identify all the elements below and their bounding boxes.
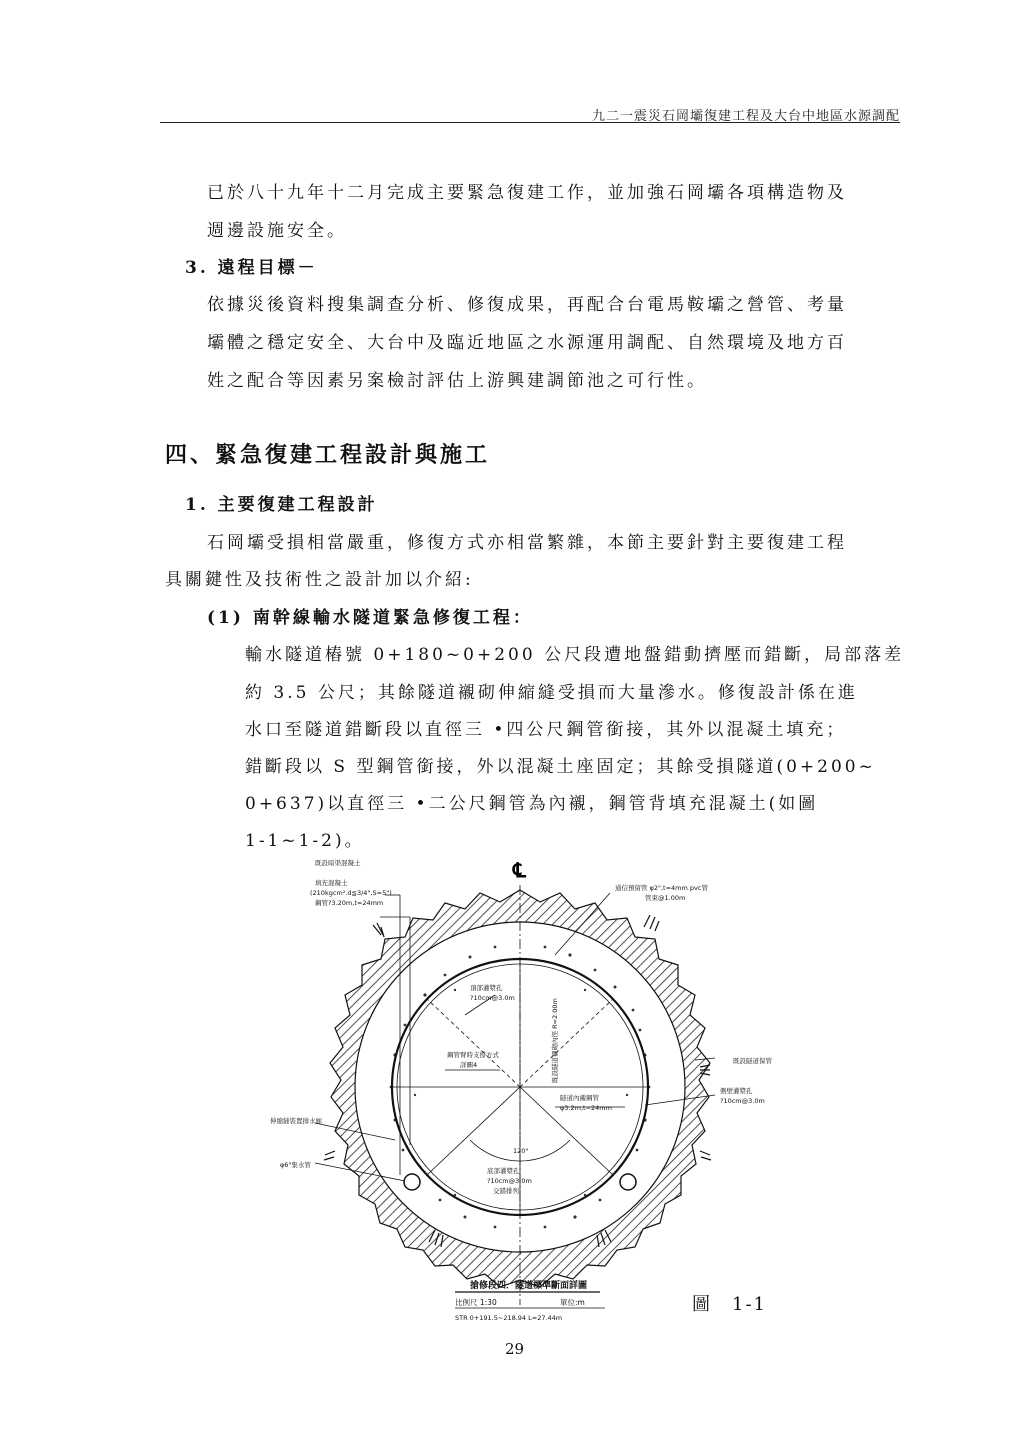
label-top-grout: 頂部灌漿孔 — [470, 984, 503, 992]
label-top-concrete: 既設暗渠混凝土 — [315, 859, 361, 867]
label-inner-pipe: 隧道內襯鋼管 — [560, 1094, 599, 1102]
label-support: 鋼管臂時支撐方式 — [447, 1051, 499, 1059]
paragraph-line: 週邊設施安全。 — [207, 221, 347, 241]
label-angle: 120° — [513, 1147, 529, 1155]
paragraph-line: 姓之配合等因素另案檢討評估上游興建調節池之可行性。 — [207, 371, 707, 391]
label-bottom-grout-spec: ?10cm@3.0m — [487, 1177, 532, 1185]
collector-pipe-right — [620, 1174, 636, 1190]
paragraph-line: 1-1~1-2)。 — [245, 831, 365, 851]
tunnel-cross-section-drawing — [255, 855, 795, 1325]
subitem-1-heading: (1) 南幹線輸水隧道緊急修復工程： — [207, 608, 533, 628]
caption-title: 搶修段四．隧道標準斷面詳圖 — [470, 1281, 588, 1291]
header-rule — [160, 122, 900, 123]
label-pipe-spec: 通信預留管 φ2",t=4mm pvc管 — [615, 884, 708, 892]
header-title: 九二一震災石岡壩復建工程及大台中地區水源調配 — [591, 109, 900, 124]
paragraph-line: 輸水隧道樁號 0+180~0+200 公尺段遭地盤錯動擠壓而錯斷，局部落差 — [245, 645, 905, 665]
centerline-symbol: ℄ — [513, 858, 526, 882]
paragraph-line: 錯斷段以 S 型鋼管銜接，外以混凝土座固定；其餘受損隧道(0+200~ — [245, 757, 876, 777]
label-joint-drain: 伸縮縫裝置排水廊 — [270, 1117, 322, 1125]
paragraph-line: 水口至隧道錯斷段以直徑三 •四公尺鋼管銜接，其外以混凝土填充； — [245, 720, 847, 740]
paragraph-line: 約 3.5 公尺；其餘隧道襯砌伸縮縫受損而大量滲水。修復設計係在進 — [245, 683, 858, 703]
label-pipe-spacing: 管束@1.00m — [645, 894, 686, 902]
label-bottom-grout-note: 交錯排列 — [493, 1187, 519, 1195]
paragraph-line: 已於八十九年十二月完成主要緊急復建工作，並加強石岡壩各項構造物及 — [207, 183, 847, 203]
label-steel-spec: 鋼管?3.20m,t=24mm — [315, 899, 384, 907]
label-side-grout: 側壁灌漿孔 — [720, 1087, 753, 1095]
caption-station: STR 0+191.5~218.94 L=27.44m — [455, 1314, 563, 1322]
page-number: 29 — [505, 1340, 525, 1358]
caption-scale: 比例尺 1:30 — [455, 1298, 497, 1307]
item-1-heading: 1. 主要復建工程設計 — [185, 495, 378, 515]
label-fill-title: 填充混凝土 — [315, 879, 348, 887]
label-existing-lining: 既設隧道襯砌內徑 R=2.00m — [551, 998, 559, 1083]
label-support-detail: 詳圖4 — [460, 1061, 478, 1069]
label-top-grout-spec: ?10cm@3.0m — [470, 994, 515, 1002]
collector-pipe-left — [404, 1174, 420, 1190]
paragraph-line: 具關鍵性及技術性之設計加以介紹: — [165, 570, 474, 590]
caption-unit: 單位:m — [560, 1298, 585, 1307]
label-inner-pipe-spec: φ3.2m,t=24mm — [560, 1104, 612, 1112]
label-existing-support: 既設隧道保管 — [733, 1057, 772, 1065]
item-3-heading: 3. 遠程目標－ — [185, 258, 318, 278]
paragraph-line: 壩體之穩定安全、大台中及臨近地區之水源運用調配、自然環境及地方百 — [207, 333, 847, 353]
paragraph-line: 依據災後資料搜集調查分析、修復成果，再配合台電馬鞍壩之營管、考量 — [207, 295, 847, 315]
section-heading: 四、緊急復建工程設計與施工 — [165, 443, 491, 468]
label-drain-pipe: φ6"集水管 — [280, 1161, 311, 1169]
paragraph-line: 0+637)以直徑三 •二公尺鋼管為內襯，鋼管背填充混凝土(如圖 — [245, 794, 819, 814]
figure-label: 圖 1-1 — [692, 1294, 767, 1315]
label-fill-spec: (210kgcm².d≦3/4",S=5") — [310, 889, 392, 897]
paragraph-line: 石岡壩受損相當嚴重，修復方式亦相當繁雜，本節主要針對主要復建工程 — [207, 533, 847, 553]
label-bottom-grout: 底部灌漿孔 — [487, 1167, 520, 1175]
label-side-grout-spec: ?10cm@3.0m — [720, 1097, 765, 1105]
